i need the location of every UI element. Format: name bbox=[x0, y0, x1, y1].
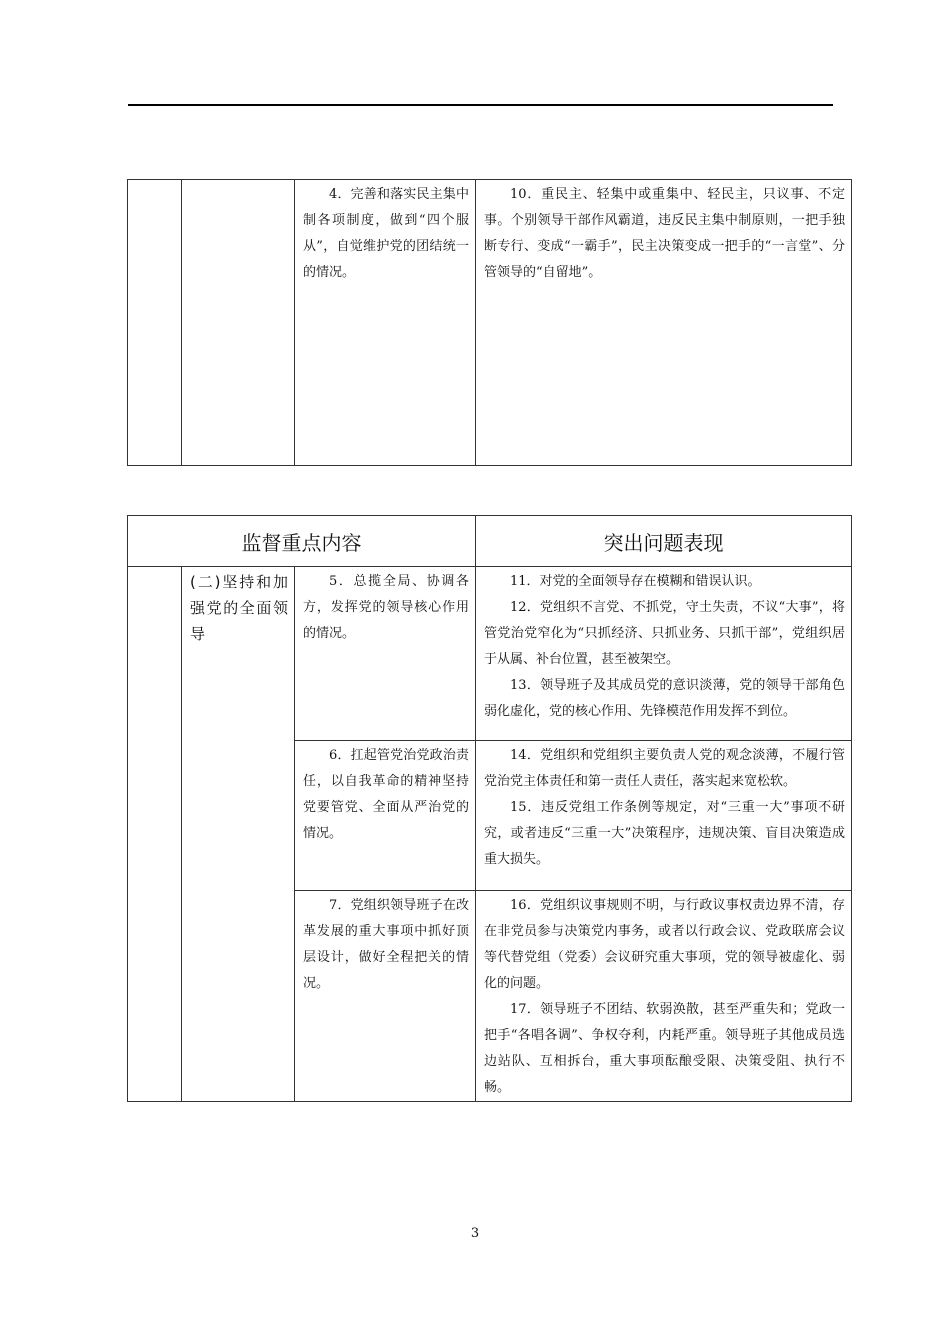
supervision-item-text: 4．完善和落实民主集中制各项制度，做到“四个服从”，自觉维护党的团结统一的情况。 bbox=[303, 187, 469, 280]
problem-cell bbox=[476, 567, 852, 741]
table-row bbox=[128, 180, 852, 466]
supervision-item-text: 5．总揽全局、协调各方，发挥党的领导核心作用的情况。 bbox=[303, 574, 470, 641]
problem-text: 15．违反党组工作条例等规定，对“三重一大”事项不研究，或者违反“三重一大”决策程序，违规决策、盲目决策造成重大损失。 bbox=[484, 800, 846, 867]
problem-cell bbox=[476, 180, 852, 466]
supervision-item-cell bbox=[295, 180, 476, 466]
supervision-item-text: 6．扛起管党治党政治责任，以自我革命的精神坚持党要管党、全面从严治党的情况。 bbox=[303, 748, 470, 841]
problem-cell bbox=[476, 741, 852, 891]
section-title: (二)坚持和加强党的全面领导 bbox=[190, 573, 288, 643]
empty-cell bbox=[128, 180, 182, 466]
problem-cell bbox=[476, 891, 852, 1102]
header-supervision-content: 监督重点内容 bbox=[128, 516, 476, 567]
section-title-cell bbox=[182, 567, 295, 1102]
table-row bbox=[128, 567, 852, 741]
supervision-item-cell bbox=[295, 567, 476, 741]
continuation-table bbox=[127, 179, 852, 466]
empty-cell bbox=[182, 180, 295, 466]
problem-text: 10．重民主、轻集中或重集中、轻民主，只议事、不定事。个别领导干部作风霸道，违反民主集中制原则，一把手独断专行、变成“一霸手”，民主决策变成一把手的“一言堂”、分管领导的“自留地”。 bbox=[484, 187, 845, 280]
header-rule bbox=[128, 104, 833, 106]
problem-text: 13．领导班子及其成员党的意识淡薄，党的领导干部角色弱化虚化，党的核心作用、先锋模范作用发挥不到位。 bbox=[484, 678, 846, 719]
supervision-item-cell bbox=[295, 891, 476, 1102]
supervision-item-text: 7．党组织领导班子在改革发展的重大事项中抓好顶层设计，做好全程把关的情况。 bbox=[303, 898, 470, 991]
problem-text: 11．对党的全面领导存在模糊和错误认识。 bbox=[510, 574, 761, 589]
table-header-row bbox=[128, 516, 852, 567]
supervision-item-cell bbox=[295, 741, 476, 891]
header-problem-manifestation: 突出问题表现 bbox=[476, 516, 852, 567]
problem-text: 17．领导班子不团结、软弱涣散，甚至严重失和；党政一把手“各唱各调”、争权夺利，内耗严重。领导班子其他成员选边站队、互相拆台，重大事项酝酿受限、决策受阻、执行不畅。 bbox=[484, 1002, 846, 1095]
page-number: 3 bbox=[470, 1226, 480, 1241]
supervision-table bbox=[127, 515, 852, 1102]
problem-text: 16．党组织议事规则不明，与行政议事权责边界不清，存在非党员参与决策党内事务，或者以行政会议、党政联席会议等代替党组（党委）会议研究重大事项，党的领导被虚化、弱化的问题。 bbox=[484, 898, 846, 991]
empty-cell bbox=[128, 567, 182, 1102]
problem-text: 14．党组织和党组织主要负责人党的观念淡薄，不履行管党治党主体责任和第一责任人责任，落实起来宽松软。 bbox=[484, 748, 846, 789]
problem-text: 12．党组织不言党、不抓党，守土失责，不议“大事”，将管党治党窄化为“只抓经济、只抓业务、只抓干部”，党组织居于从属、补台位置，甚至被架空。 bbox=[484, 600, 846, 667]
